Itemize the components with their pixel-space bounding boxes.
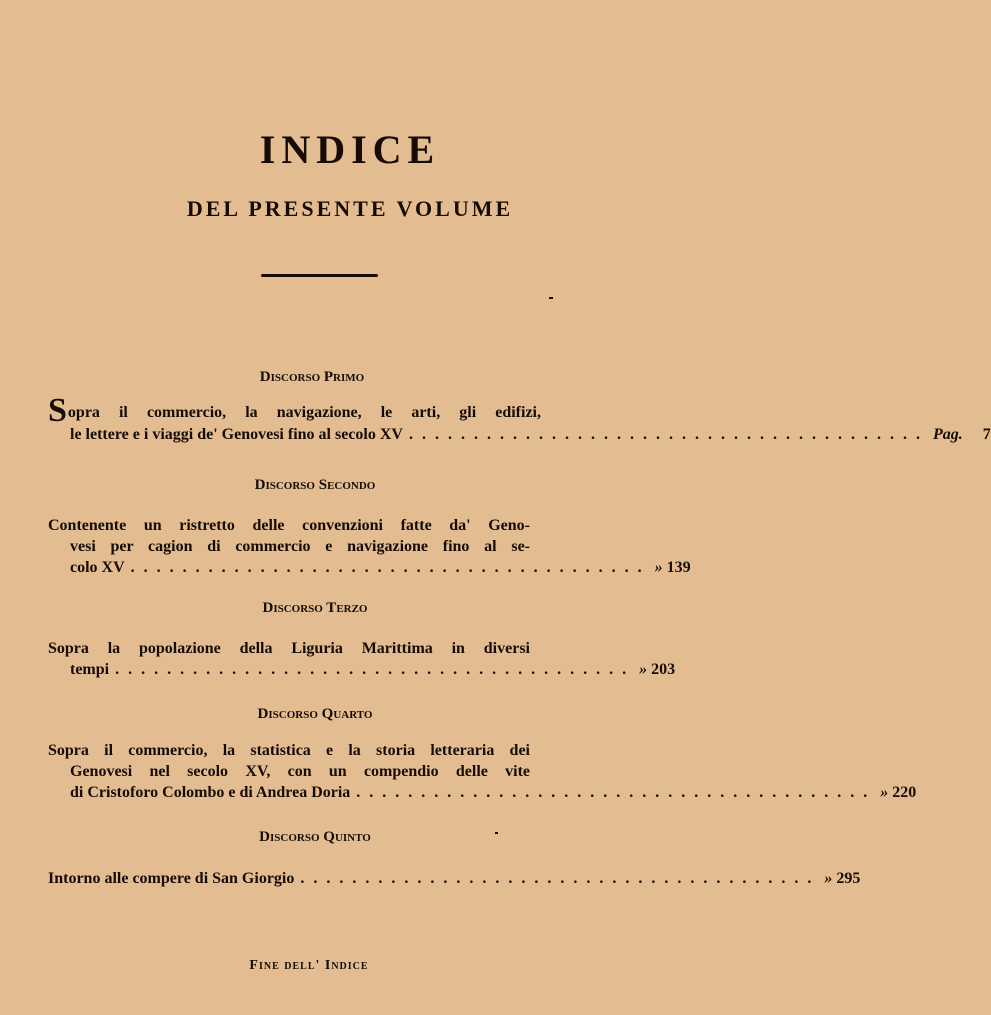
toc-entry-2-line-3 [48, 557, 691, 578]
toc-entry-4-line-2 [48, 761, 530, 782]
toc-entry-1 [48, 392, 991, 445]
page-ref [651, 557, 691, 578]
toc-entry-4-line-3 [48, 782, 917, 803]
page-ref [876, 782, 916, 803]
toc-entry-text: colo XV [70, 559, 125, 576]
section-heading-2: Discorso Secondo [254, 477, 376, 493]
section-heading-5: Discorso Quinto [259, 829, 371, 845]
ink-speck [549, 297, 553, 299]
dot-leader: ........................................ [300, 870, 821, 887]
page-prefix: » [654, 559, 663, 576]
toc-entry-5-line-1 [48, 868, 861, 889]
page-title: INDICE [259, 127, 441, 172]
page-number: 220 [892, 784, 917, 801]
page-prefix: » [824, 870, 833, 887]
section-heading-1: Discorso Primo [259, 369, 365, 385]
toc-entry-2-line-2 [48, 536, 530, 557]
toc-entry-2-line-1 [48, 515, 530, 536]
toc-entry-3-line-1 [48, 638, 530, 659]
page-ref [929, 424, 991, 445]
toc-entry-text: opra il commercio, la navigazione, le arti, gli edifizi, [67, 404, 541, 421]
toc-entry-text: di Cristoforo Colombo e di Andrea Doria [70, 784, 351, 801]
toc-entry-text: Genovesi nel secolo XV, con un compendio delle vite [70, 763, 530, 780]
toc-entry-text: vesi per cagion di commercio e navigazione fino al se- [70, 538, 530, 555]
page-subtitle: DEL PRESENTE VOLUME [186, 196, 514, 221]
dot-leader: ........................................ [408, 426, 929, 443]
toc-entry-text: Sopra il commercio, la statistica e la storia letteraria dei [48, 742, 530, 759]
section-heading-4: Discorso Quarto [257, 706, 373, 722]
toc-entry-2 [48, 515, 691, 578]
toc-entry-text: Intorno alle compere di San Giorgio [48, 870, 295, 887]
page-prefix: Pag. [932, 426, 963, 443]
page-number: 7 [982, 426, 991, 443]
title-rule [261, 274, 378, 277]
toc-entry-4-line-1 [48, 740, 530, 761]
toc-entry-3-line-2 [48, 659, 676, 680]
toc-entry-text: Sopra la popolazione della Liguria Marittima in diversi [48, 640, 530, 657]
page-prefix: » [639, 661, 648, 678]
dot-leader: ........................................ [130, 559, 651, 576]
page-number: 295 [836, 870, 861, 887]
toc-entry-1-line-1 [48, 392, 541, 429]
section-heading-3: Discorso Terzo [262, 600, 368, 616]
toc-entry-5 [48, 868, 861, 889]
toc-entry-text: tempi [70, 661, 110, 678]
page-ref [635, 659, 675, 680]
dot-leader: ........................................ [356, 784, 877, 801]
toc-entry-text: Contenente un ristretto delle convenzioni fatte da' Geno- [48, 517, 530, 534]
toc-entry-1-line-2 [48, 424, 991, 445]
dot-leader: ........................................ [115, 661, 636, 678]
toc-entry-4 [48, 740, 917, 803]
page-number: 203 [651, 661, 676, 678]
page-number: 139 [666, 559, 691, 576]
page-prefix: » [880, 784, 889, 801]
drop-cap: S [48, 392, 67, 429]
page-ref [820, 868, 860, 889]
end-of-index: Fine dell' Indice [249, 958, 369, 973]
toc-entry-3 [48, 638, 676, 680]
toc-entry-text: le lettere e i viaggi de' Genovesi fino al secolo XV [70, 426, 403, 443]
